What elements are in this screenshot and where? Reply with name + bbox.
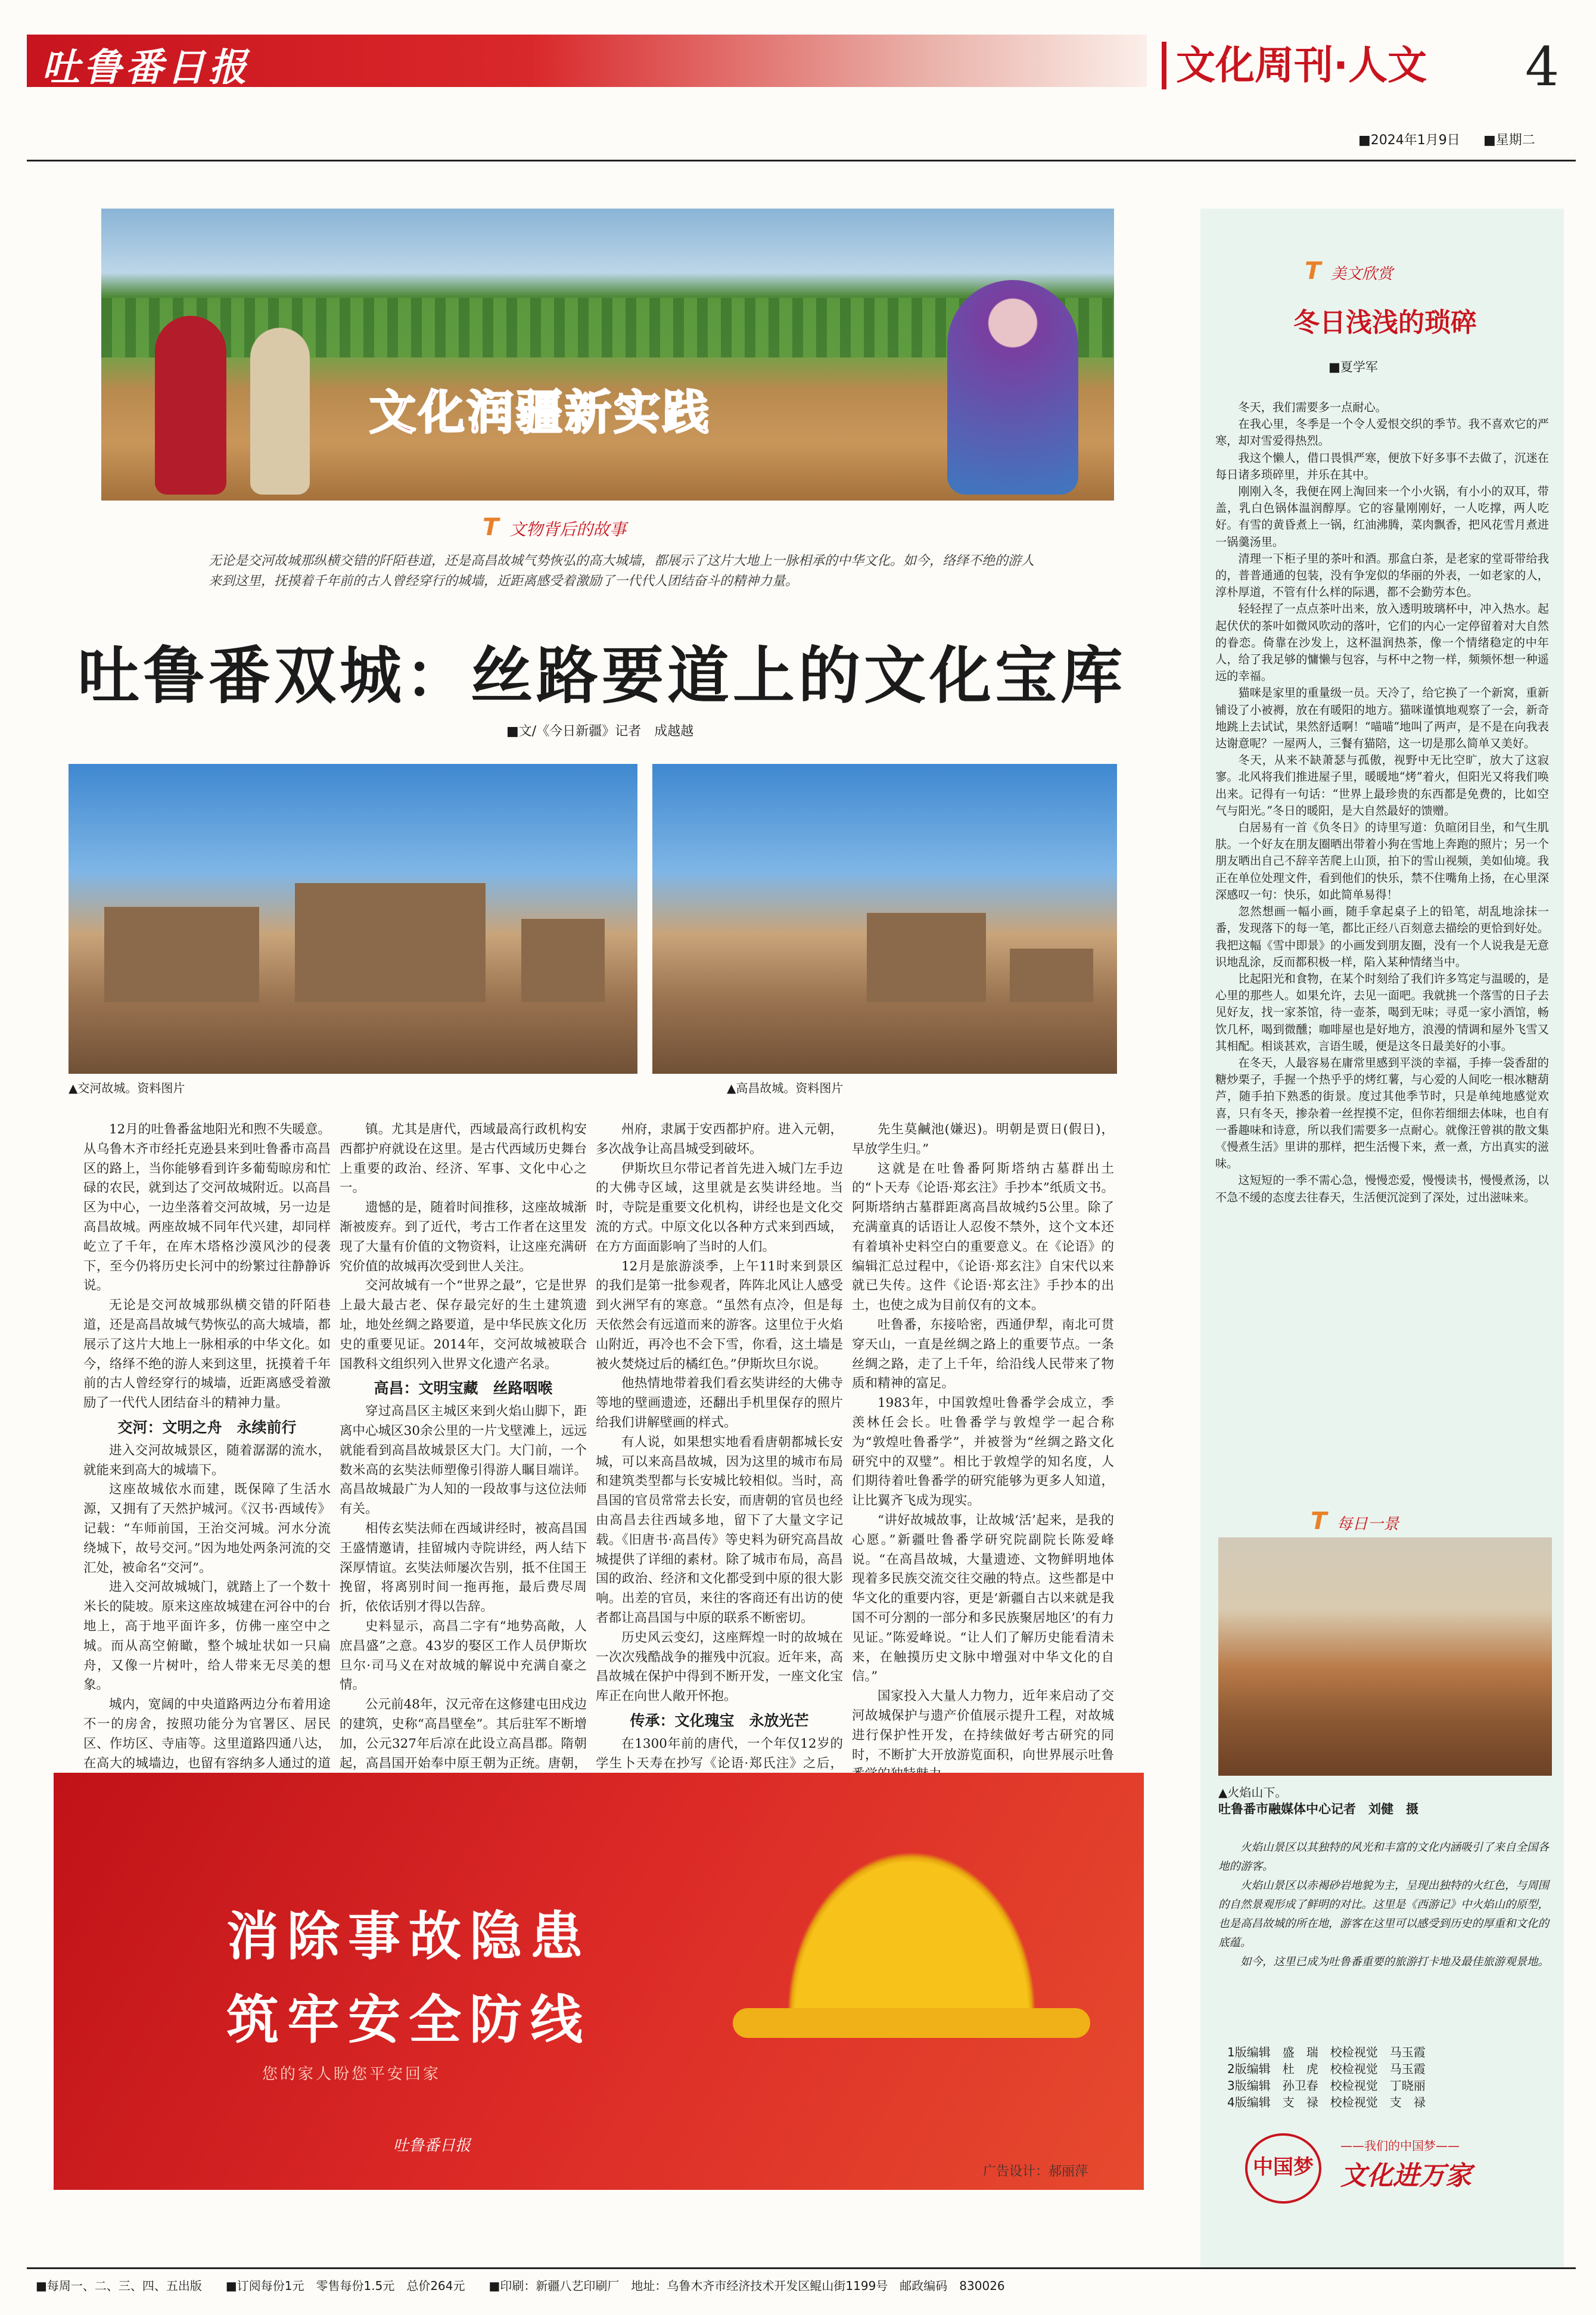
col2b-paragraph-4: 公元前48年，汉元帝在这修建屯田戍边的建筑，史称“高昌壁垒”。其后驻军不断增加，公元327年后凉在此设立高昌郡。隋朝起，高昌国开始奉中原王朝为正统。唐朝， — [340, 1697, 587, 1771]
essay-paragraph-13: 这短短的一季不需心急，慢慢恋爱，慢慢读书，慢慢煮汤，以不急不缓的态度去往春天，生活便沉淀到了深处，过出滋味来。 — [1215, 1173, 1549, 1204]
logo-main-text: 文化进万家 — [1340, 2161, 1471, 2191]
photo-desc-paragraph-2: 火焰山景区以赤褐砂岩地貌为主，呈现出独特的火红色，与周围的自然景观形成了鲜明的对比。这里是《西游记》中火焰山的原型，也是高昌故城的所在地，游客在这里可以感受到历史的厚重和文化的底蕴。 — [1218, 1879, 1550, 1949]
ad-logo: 吐鲁番日报 — [393, 2137, 471, 2155]
section-heading-gaochang: 高昌：文明宝藏 丝路咽喉 — [374, 1379, 553, 1397]
col3-paragraph-5: 有人说，如果想实地看看唐朝都城长安城，可以来高昌故城，因为这里的城市布局和建筑类型都与长安城比较相似。当时，高昌国的官员常常去长安，而唐朝的官员也经由高昌去往西域多地，留下了大量文字记载。《旧唐书·高昌传》等史料为研究高昌故城提供了详细的素材。除了城市布局，高昌国的政治、经济和文化都受到中原的很大影响。出差的官员，来往的客商还有出访的使者都让高昌国与中原的联系不断密切。 — [596, 1434, 843, 1626]
col2-paragraph-2: 遗憾的是，随着时间推移，这座故城渐渐被废弃。到了近代，考古工作者在这里发现了大量有价值的文物资料，让这座充满研究价值的故城再次受到世人关注。 — [340, 1200, 587, 1274]
col1b-paragraph-3: 进入交河故城城门，就踏上了一个数十米长的陡坡。原来这座故城建在河谷中的台地上，高于地平面许多，仿佛一座空中之城。而从高空俯瞰，整个城址状如一只扁舟，又像一片树叶，给人带来无尽美的想象。 — [83, 1580, 331, 1693]
credit-line-3: 3版编辑 孙卫春 校检视觉 丁晓丽 — [1227, 2078, 1426, 2093]
essay-paragraph-2: 在我心里，冬季是一个令人爱恨交织的季节。我不喜欢它的严寒，却对雪爱得热烈。 — [1215, 417, 1549, 448]
col3-paragraph-6: 历史风云变幻，这座辉煌一时的故城在一次次残酷战争的摧残中沉寂。近年来，高昌故城在保护中得到不断开发，一座文化宝库正在向世人敞开怀抱。 — [596, 1630, 843, 1704]
essay-paragraph-9: 白居易有一首《负冬日》的诗里写道：负暄闭目坐，和气生肌肤。一个好友在朋友圈晒出带着小狗在雪地上奔跑的照片；另一个朋友晒出自己不辞辛苦爬上山顶，拍下的雪山视频，美如仙境。我正在单位处理文件，看到他们的快乐，禁不住嘴角上扬，在心里深深感叹一句：快乐，如此简单易得！ — [1215, 821, 1549, 902]
kicker-t-icon: T — [483, 514, 499, 541]
article-column-3 — [596, 1120, 843, 1771]
top-rule — [27, 160, 1576, 161]
kicker-t-icon: T — [1311, 1508, 1327, 1535]
newspaper-logo: 吐鲁番日报 — [42, 45, 250, 90]
feature-intro: 无论是交河故城那纵横交错的阡陌巷道，还是高昌故城气势恢弘的高大城墙，都展示了这片大地上一脉相承的中华文化。如今，络绎不绝的游人来到这里，抚摸着千年前的古人曾经穿行的城墙，近距离感受着激励了一代代人团结奋斗的精神力量。 — [209, 554, 1035, 589]
col2-paragraph-1: 镇。尤其是唐代，西域最高行政机构安西都护府就设在这里。是古代西域历史舞台上重要的政治、经济、军事、文化中心之一。 — [340, 1122, 587, 1196]
essay-paragraph-12: 在冬天，人最容易在庸常里感到平淡的幸福，手捧一袋香甜的糖炒栗子，手握一个热乎乎的烤红薯，与心爱的人间吃一根冰糖葫芦，随手拍下熟悉的街景。度过其他季节时，只是单纯地感觉欢喜，只有冬天，掺杂着一丝捏摸不定，但你若细细去体味，也自有一番趣味和诗意，所以我们需要多一点耐心。就像汪曾祺的散文集《慢煮生活》里讲的那样，把生活慢下来，煮一煮，方出真实的滋味。 — [1215, 1055, 1549, 1171]
col1-paragraph-2: 无论是交河故城那纵横交错的阡陌巷道，还是高昌故城气势恢弘的高大城墙，都展示了这片大地上一脉相承的中华文化。如今，络绎不绝的游人来到这里，抚摸着千年前的古人曾经穿行的城墙，近距离感受着激励了一代代人团结奋斗的精神力量。 — [83, 1298, 331, 1411]
editor-credits — [1227, 2044, 1537, 2111]
col3-paragraph-2: 伊斯坎旦尔带记者首先进入城门左手边的大佛寺区域，这里就是玄奘讲经地。当时，寺院是重要文化机构，讲经也是文化交流的方式。中原文化以各种方式来到西域，在方方面面影响了当时的人们。 — [596, 1161, 843, 1254]
ad-headline-2: 筑牢安全防线 — [226, 1989, 592, 2050]
essay-paragraph-8: 冬天，从来不缺萧瑟与孤傲，视野中无比空旷，放大了这寂寥。北风将我们推进屋子里，暖暖地“烤”着火，但阳光又将我们唤出来。记得有一句话：“世界上最珍贵的东西都是免费的，比如空气与阳光。”冬日的暖阳，是大自然最好的馈赠。 — [1215, 753, 1549, 818]
section-title: 文化周刊·人文 — [1162, 42, 1427, 89]
essay-paragraph-11: 比起阳光和食物，在某个时刻给了我们许多笃定与温暖的，是心里的那些人。如果允许，去见一面吧。我就挑一个落雪的日子去见好友，找一家茶馆，待一壶茶，喝到无味；寻觅一家小酒馆，畅饮几杯，喝到微醺；咖啡屋也是好地方，浪漫的情调和屋外飞雪又其相配。相谈甚欢，言语生暖，便是这冬日最美好的小事。 — [1215, 971, 1549, 1053]
jiaohe-caption: ▲交河故城。资料图片 — [69, 1081, 185, 1095]
col4-paragraph-6: 国家投入大量人力物力，近年来启动了交河故城保护与遗产价值展示提升工程，对故城进行保护性开发，在持续做好考古研究的同时，不断扩大开放游览面积，向世界展示吐鲁 — [852, 1689, 1114, 1763]
issue-date: ■2024年1月9日 — [1358, 133, 1460, 148]
sidebar-title: 冬日浅浅的琐碎 — [1293, 307, 1477, 338]
china-dream-logo: 中国梦 — [1245, 2133, 1321, 2204]
col2b-paragraph-3: 史料显示，高昌二字有“地势高敞，人庶昌盛”之意。43岁的娶区工作人员伊斯坎旦尔·司马义在对故城的解说中充满自豪之情。 — [340, 1618, 587, 1693]
gaochang-photo — [652, 764, 1117, 1074]
photo-desc-paragraph-1: 火焰山景区以其独特的风光和丰富的文化内涵吸引了来自全国各地的游客。 — [1218, 1841, 1550, 1873]
col4-paragraph-1: 先生莫鹹池(嫌迟)。明朝是贾日(假日)，早放学生归。” — [852, 1122, 1114, 1157]
col3-paragraph-4: 他热情地带着我们看玄奘讲经的大佛寺等地的壁画遗迹，还翻出手机里保存的照片给我们讲解壁画的样式。 — [596, 1376, 843, 1430]
col4-paragraph-5: “讲好故城故事，让故城‘活’起来，是我的心愿。”新疆吐鲁番学研究院副院长陈爱峰说。“在高昌故城，大量遗迹、文物鲜明地体现着多民族交流交往交融的特点。这些都是中华文化的重要内容，更是‘新疆自古以来就是我国不可分割的一部分和多民族聚居地区’的有力见证。”陈爱峰说。“让人们了解历史能看清未来，在触摸历史文脉中增强对中华文化的自信。” — [852, 1512, 1114, 1685]
section-heading-chuancheng: 传承：文化瑰宝 永放光芒 — [630, 1711, 809, 1729]
banner-image — [101, 209, 1114, 501]
essay-paragraph-1: 冬天，我们需要多一点耐心。 — [1238, 400, 1387, 414]
feature-kicker: T 文物背后的故事 — [483, 514, 627, 541]
logo-slogan: ——我们的中国梦—— — [1340, 2139, 1460, 2153]
sidebar-photo-description — [1218, 1838, 1549, 1972]
gaochang-caption: ▲高昌故城。资料图片 — [727, 1081, 844, 1095]
essay-paragraph-4: 刚刚入冬，我便在网上淘回来一个小火锅，有小小的双耳，带盖，乳白色锅体温润醇厚。它的容量刚刚好，一人吃撑，两人吃好。有雪的黄昏煮上一锅，红油沸腾，菜肉飘香，把风花雪月煮进一锅羹汤里。 — [1215, 484, 1549, 549]
credit-line-1: 1版编辑 盛 瑞 校检视觉 马玉霞 — [1227, 2045, 1426, 2059]
col2-paragraph-3: 交河故城有一个“世界之最”，它是世界上最大最古老、保存最完好的生土建筑遗址，地处丝绸之路要道，是中华民族文化历史的重要见证。2014年，交河故城被联合国教科文组织列入世界文化遗产名录。 — [340, 1278, 587, 1372]
photo-desc-paragraph-3: 如今，这里已成为吐鲁番重要的旅游打卡地及最佳旅游观景地。 — [1240, 1956, 1550, 1968]
article-column-4 — [852, 1120, 1114, 1763]
section-heading-jiaohe: 交河：文明之舟 永续前行 — [117, 1418, 297, 1436]
col1b-paragraph-2: 这座故城依水而建，既保障了生活水源，又拥有了天然护城河。《汉书·西域传》记载：“车师前国，王治交河城。河水分流绕城下，故号交河。”因为地处两条河流的交汇处，被命名“交河”。 — [83, 1482, 331, 1576]
col4-paragraph-3: 吐鲁番，东接哈密，西通伊犁，南北可贯穿天山，一直是丝绸之路上的重要节点。一条丝绸之路，走了上千年，给沿线人民带来了物质和精神的富足。 — [852, 1317, 1114, 1391]
credit-line-4: 4版编辑 支 禄 校检视觉 支 禄 — [1227, 2095, 1426, 2109]
col3b-paragraph-1: 在1300年前的唐代，一个年仅12岁的学生卜天寿在抄写《论语·郑氏注》之后， — [596, 1736, 843, 1771]
ad-credit: 广告设计：郝丽萍 — [983, 2164, 1088, 2179]
footer-rule — [27, 2267, 1576, 2269]
article-column-1 — [83, 1120, 331, 1771]
ad-subline: 您的家人盼您平安回家 — [262, 2065, 441, 2083]
kicker-t-icon: T — [1305, 257, 1321, 285]
col1b-paragraph-4: 城内，宽阔的中央道路两边分布着用途不一的房舍，按照功能分为官署区、居民区、作坊区、寺庙等。这里道路四通八达，在高大的城墙边，也留有容纳多人通过的道 — [83, 1697, 331, 1771]
issue-weekday: ■星期二 — [1483, 133, 1535, 148]
essay-paragraph-3: 我这个懒人，借口畏惧严寒，便放下好多事不去做了，沉迷在每日诸多琐碎里，并乐在其中。 — [1215, 450, 1549, 481]
sidebar-photo-caption: ▲火焰山下。 — [1218, 1785, 1287, 1800]
col1-paragraph-1: 12月的吐鲁番盆地阳光和煦不失暖意。从乌鲁木齐市经托克逊县来到吐鲁番市高昌区的路上，当你能够看到许多葡萄晾房和忙碌的农民，就到达了交河故城附近。以高昌区为中心，一边坐落着交河故城，另一边是高昌故城。两座故城不同年代兴建，却同样屹立了千年，在库木塔格沙漠风沙的侵袭下，至今仍将历史长河中的纷繁过往静静诉说。 — [83, 1122, 331, 1294]
banner-title: 文化润疆新实践 — [369, 386, 712, 440]
ad-headline-1: 消除事故隐患 — [226, 1906, 592, 1967]
essay-paragraph-7: 猫咪是家里的重量级一员。天冷了，给它换了一个新窝，重新铺设了小被褥，放在有暖阳的地方。猫咪谨慎地观察了一会，新奇地跳上去试试，果然舒适啊！“喵喵”地叫了两声，是不是在向我表达谢意呢？一屋两人，三餐有猫陪，这一切是那么简单又美好。 — [1215, 686, 1549, 751]
essay-paragraph-6: 轻轻捏了一点点茶叶出来，放入透明玻璃杯中，冲入热水。起起伏伏的茶叶如微风吹动的落叶，它们的内心一定停留着对大自然的眷恋。倚靠在沙发上，这杯温润热茶，像一个情绪稳定的中年人，给了我足够的慵懒与包容，与杯中之物一样，频频怀想一种遥远的幸福。 — [1215, 602, 1549, 683]
col1b-paragraph-1: 进入交河故城景区，随着潺潺的流水，就能来到高大的城墙下。 — [83, 1443, 331, 1478]
article-column-2 — [340, 1120, 587, 1771]
sidebar-photo-credit: 吐鲁番市融媒体中心记者 刘健 摄 — [1218, 1802, 1418, 1816]
col2b-paragraph-1: 穿过高昌区主城区来到火焰山脚下，距离中心城区30余公里的一片戈壁滩上，远远就能看到高昌故城景区大门。大门前，一个数米高的玄奘法师塑像引得游人瞩目端详。高昌故城最广为人知的一段故事与这位法师有关。 — [340, 1404, 587, 1517]
col3-paragraph-1: 州府，隶属于安西都护府。进入元朝，多次战争让高昌城受到破坏。 — [596, 1122, 843, 1157]
sidebar-author: ■夏学军 — [1329, 360, 1378, 374]
essay-paragraph-5: 清理一下柜子里的茶叶和酒。那盒白茶，是老家的堂哥带给我的，普普通通的包装，没有争宠似的华丽的外表，一如老家的人，淳朴厚道，不管有什么样的际遇，都不会勤劳本色。 — [1215, 551, 1549, 599]
jiaohe-photo — [69, 764, 637, 1074]
col4-paragraph-2: 这就是在吐鲁番阿斯塔纳古墓群出土的“卜天寿《论语·郑玄注》手抄本”纸质文书。阿斯塔纳古墓群距离高昌故城约5公里。除了充满童真的话语让人忍俊不禁外，这个文本还有着填补史料空白的重要意义。在《论语》的编辑汇总过程中，《论语·郑玄注》自宋代以来就已失传。这件《论语·郑玄注》手抄本的出土，也使之成为目前仅有的文本。 — [852, 1161, 1114, 1313]
flaming-mountain-photo — [1218, 1537, 1552, 1776]
page-number: 4 — [1525, 36, 1560, 98]
sidebar-essay — [1215, 399, 1549, 1206]
feature-byline: ■文/《今日新疆》记者 成越越 — [506, 724, 694, 739]
col2b-paragraph-2: 相传玄奘法师在西域讲经时，被高昌国王盛情邀请，挂留城内寺院讲经，两人结下深厚情谊。玄奘法师屡次告别，抵不住国王挽留，将离别时间一拖再拖，最后费尽周折，依依话别才得以告辞。 — [340, 1521, 587, 1615]
helmet-brim — [733, 2008, 1090, 2038]
sidebar-kicker-2: T 每日一景 — [1311, 1508, 1399, 1535]
footer-info: ■每周一、二、三、四、五出版 ■订阅每份1元 零售每份1.5元 总价264元 ■印刷：新疆八艺印刷厂 地址：乌鲁木齐市经济技术开发区鲲山街1199号 邮政编码 830026 — [36, 2279, 1005, 2293]
helmet-graphic — [774, 1835, 1049, 2014]
essay-paragraph-10: 忽然想画一幅小画，随手拿起桌子上的铅笔，胡乱地涂抹一番，发现落下的每一笔，都比正经八百刻意去描绘的更恰到好处。我把这幅《雪中即景》的小画发到朋友圈，没有一个人说我是无意识地乱涂，反而都积极一样，陷入某种情绪当中。 — [1215, 905, 1549, 969]
feature-headline: 吐鲁番双城：丝路要道上的文化宝库 — [77, 639, 1127, 712]
credit-line-2: 2版编辑 杜 虎 校检视觉 马玉霞 — [1227, 2062, 1426, 2076]
col4-paragraph-4: 1983年，中国敦煌吐鲁番学会成立，季羡林任会长。吐鲁番学与敦煌学一起合称为“敦煌吐鲁番学”，并被誉为“丝绸之路文化研究中的双璧”。相比于敦煌学的知名度，人们期待着吐鲁番学的研究能够为更多人知道，让比翼齐飞成为现实。 — [852, 1396, 1114, 1509]
col3-paragraph-3: 12月是旅游淡季，上午11时来到景区的我们是第一批参观者，阵阵北风让人感受到火洲罕有的寒意。“虽然有点冷，但是每天依然会有远道而来的游客。这里位于火焰山附近，再冷也不会下雪，你看，这土墙是被火焚烧过后的橘红色。”伊斯坎旦尔说。 — [596, 1259, 843, 1372]
sidebar-kicker: T 美文欣赏 — [1305, 257, 1393, 285]
